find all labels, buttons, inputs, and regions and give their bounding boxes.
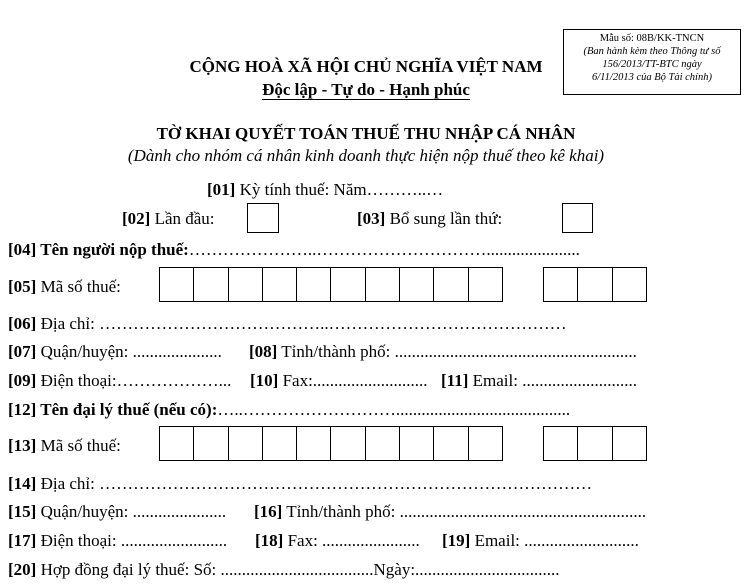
field-14-text: Địa chỉ: …………………………………………………………………………… [36, 474, 593, 493]
field-12-code: [12] [8, 400, 37, 419]
field-04 [8, 240, 580, 260]
tax-code-cells-branch [543, 267, 646, 302]
tax-code-cell[interactable] [330, 267, 365, 302]
field-01-code: [01] [207, 180, 236, 199]
form-code-note-1: (Ban hành kèm theo Thông tư số [583, 46, 721, 57]
tax-code-cell[interactable] [228, 267, 263, 302]
field-17-text: Điện thoại: ......................... [36, 531, 228, 550]
field-07 [8, 342, 222, 362]
field-09-text: Điện thoại:………………... [36, 371, 232, 390]
field-14 [8, 474, 592, 494]
motto-text: Độc lập - Tự do - Hạnh phúc [262, 80, 470, 99]
agent-tax-code-cell[interactable] [228, 426, 263, 461]
tax-code-branch-cell[interactable] [612, 267, 647, 302]
agent-tax-code-cells-main [159, 426, 502, 461]
field-04-label: Tên người nộp thuế: [36, 240, 189, 259]
field-05-code: [05] [8, 277, 37, 296]
field-16 [254, 502, 646, 522]
field-10-text: Fax:........................... [278, 371, 428, 390]
field-02-text: Lần đầu: [150, 209, 215, 228]
field-05-text: Mã số thuế: [36, 277, 121, 296]
field-16-code: [16] [254, 502, 283, 521]
field-07-code: [07] [8, 342, 37, 361]
field-04-dots: …………………..…………………………...................... [188, 240, 580, 259]
tax-code-cell[interactable] [365, 267, 400, 302]
field-11-code: [11] [441, 371, 469, 390]
motto [0, 80, 732, 100]
field-17-code: [17] [8, 531, 37, 550]
tax-code-branch-cell[interactable] [577, 267, 612, 302]
form-code-label: Mẫu số: 08B/KK-TNCN [599, 33, 705, 44]
nation-heading: CỘNG HOÀ XÃ HỘI CHỦ NGHĨA VIỆT NAM [189, 57, 543, 76]
field-03-text: Bổ sung lần thứ: [385, 209, 503, 228]
agent-tax-code-cell[interactable] [193, 426, 228, 461]
field-15-code: [15] [8, 502, 37, 521]
tax-code-cell[interactable] [433, 267, 468, 302]
field-09 [8, 371, 231, 391]
field-06 [8, 314, 567, 334]
field-12-dots: …..………………………......................................... [217, 400, 571, 419]
tax-code-cells-main [159, 267, 502, 302]
field-04-code: [04] [8, 240, 37, 259]
agent-tax-code-cell[interactable] [262, 426, 297, 461]
field-19-text: Email: ........................... [470, 531, 639, 550]
tax-code-cell[interactable] [399, 267, 434, 302]
field-13-code: [13] [8, 436, 37, 455]
field-18-code: [18] [255, 531, 284, 550]
agent-tax-code-cells-branch [543, 426, 646, 461]
field-13 [8, 436, 121, 456]
agent-tax-code-cell[interactable] [399, 426, 434, 461]
form-subtitle: (Dành cho nhóm cá nhân kinh doanh thực hiện nộp thuế theo kê khai) [127, 146, 605, 165]
field-14-code: [14] [8, 474, 37, 493]
field-16-text: Tỉnh/thành phố: .......................................................... [282, 502, 647, 521]
field-03 [357, 209, 502, 229]
field-06-code: [06] [8, 314, 37, 333]
agent-tax-code-branch-cell[interactable] [577, 426, 612, 461]
field-08-text: Tỉnh/thành phố: ......................................................... [277, 342, 637, 361]
field-12 [8, 400, 570, 420]
agent-tax-code-branch-cell[interactable] [612, 426, 647, 461]
tax-code-cell[interactable] [262, 267, 297, 302]
field-10-code: [10] [250, 371, 279, 390]
field-18-text: Fax: ....................... [283, 531, 420, 550]
field-13-text: Mã số thuế: [36, 436, 121, 455]
field-06-text: Địa chỉ: …………………………………..…………………………………… [36, 314, 567, 333]
tax-code-cell[interactable] [296, 267, 331, 302]
agent-tax-code-cell[interactable] [330, 426, 365, 461]
form-title: TỜ KHAI QUYẾT TOÁN THUẾ THU NHẬP CÁ NHÂN [156, 124, 576, 143]
field-17 [8, 531, 227, 551]
field-08-code: [08] [249, 342, 278, 361]
field-11 [441, 371, 637, 391]
field-01 [207, 180, 443, 200]
field-02-code: [02] [122, 209, 151, 228]
tax-code-cell[interactable] [159, 267, 194, 302]
agent-tax-code-cell[interactable] [468, 426, 503, 461]
tax-code-cell[interactable] [193, 267, 228, 302]
agent-tax-code-cell[interactable] [159, 426, 194, 461]
field-20 [8, 560, 560, 580]
field-07-text: Quận/huyện: ..................... [36, 342, 222, 361]
field-15-text: Quận/huyện: ...................... [36, 502, 227, 521]
field-01-text: Kỳ tính thuế: Năm………..… [235, 180, 444, 199]
field-20-code: [20] [8, 560, 37, 579]
field-03-code: [03] [357, 209, 386, 228]
field-08 [249, 342, 637, 362]
field-12-label: Tên đại lý thuế (nếu có): [36, 400, 218, 419]
field-09-code: [09] [8, 371, 37, 390]
form-code-note-2: 156/2013/TT-BTC ngày [602, 59, 702, 70]
supplement-number-box[interactable] [562, 203, 593, 233]
field-19-code: [19] [442, 531, 471, 550]
tax-code-branch-cell[interactable] [543, 267, 578, 302]
field-18 [255, 531, 420, 551]
first-time-checkbox[interactable] [247, 203, 279, 233]
agent-tax-code-branch-cell[interactable] [543, 426, 578, 461]
field-11-text: Email: ........................... [468, 371, 637, 390]
field-15 [8, 502, 226, 522]
agent-tax-code-cell[interactable] [296, 426, 331, 461]
form-code-note-3: 6/11/2013 của Bộ Tài chính) [592, 72, 712, 83]
field-20-text: Hợp đồng đại lý thuế: Số: ....................................Ngày:.................................. [36, 560, 560, 579]
tax-code-cell[interactable] [468, 267, 503, 302]
agent-tax-code-cell[interactable] [365, 426, 400, 461]
field-02 [122, 209, 215, 229]
field-05 [8, 277, 121, 297]
field-10 [250, 371, 428, 391]
agent-tax-code-cell[interactable] [433, 426, 468, 461]
field-19 [442, 531, 639, 551]
